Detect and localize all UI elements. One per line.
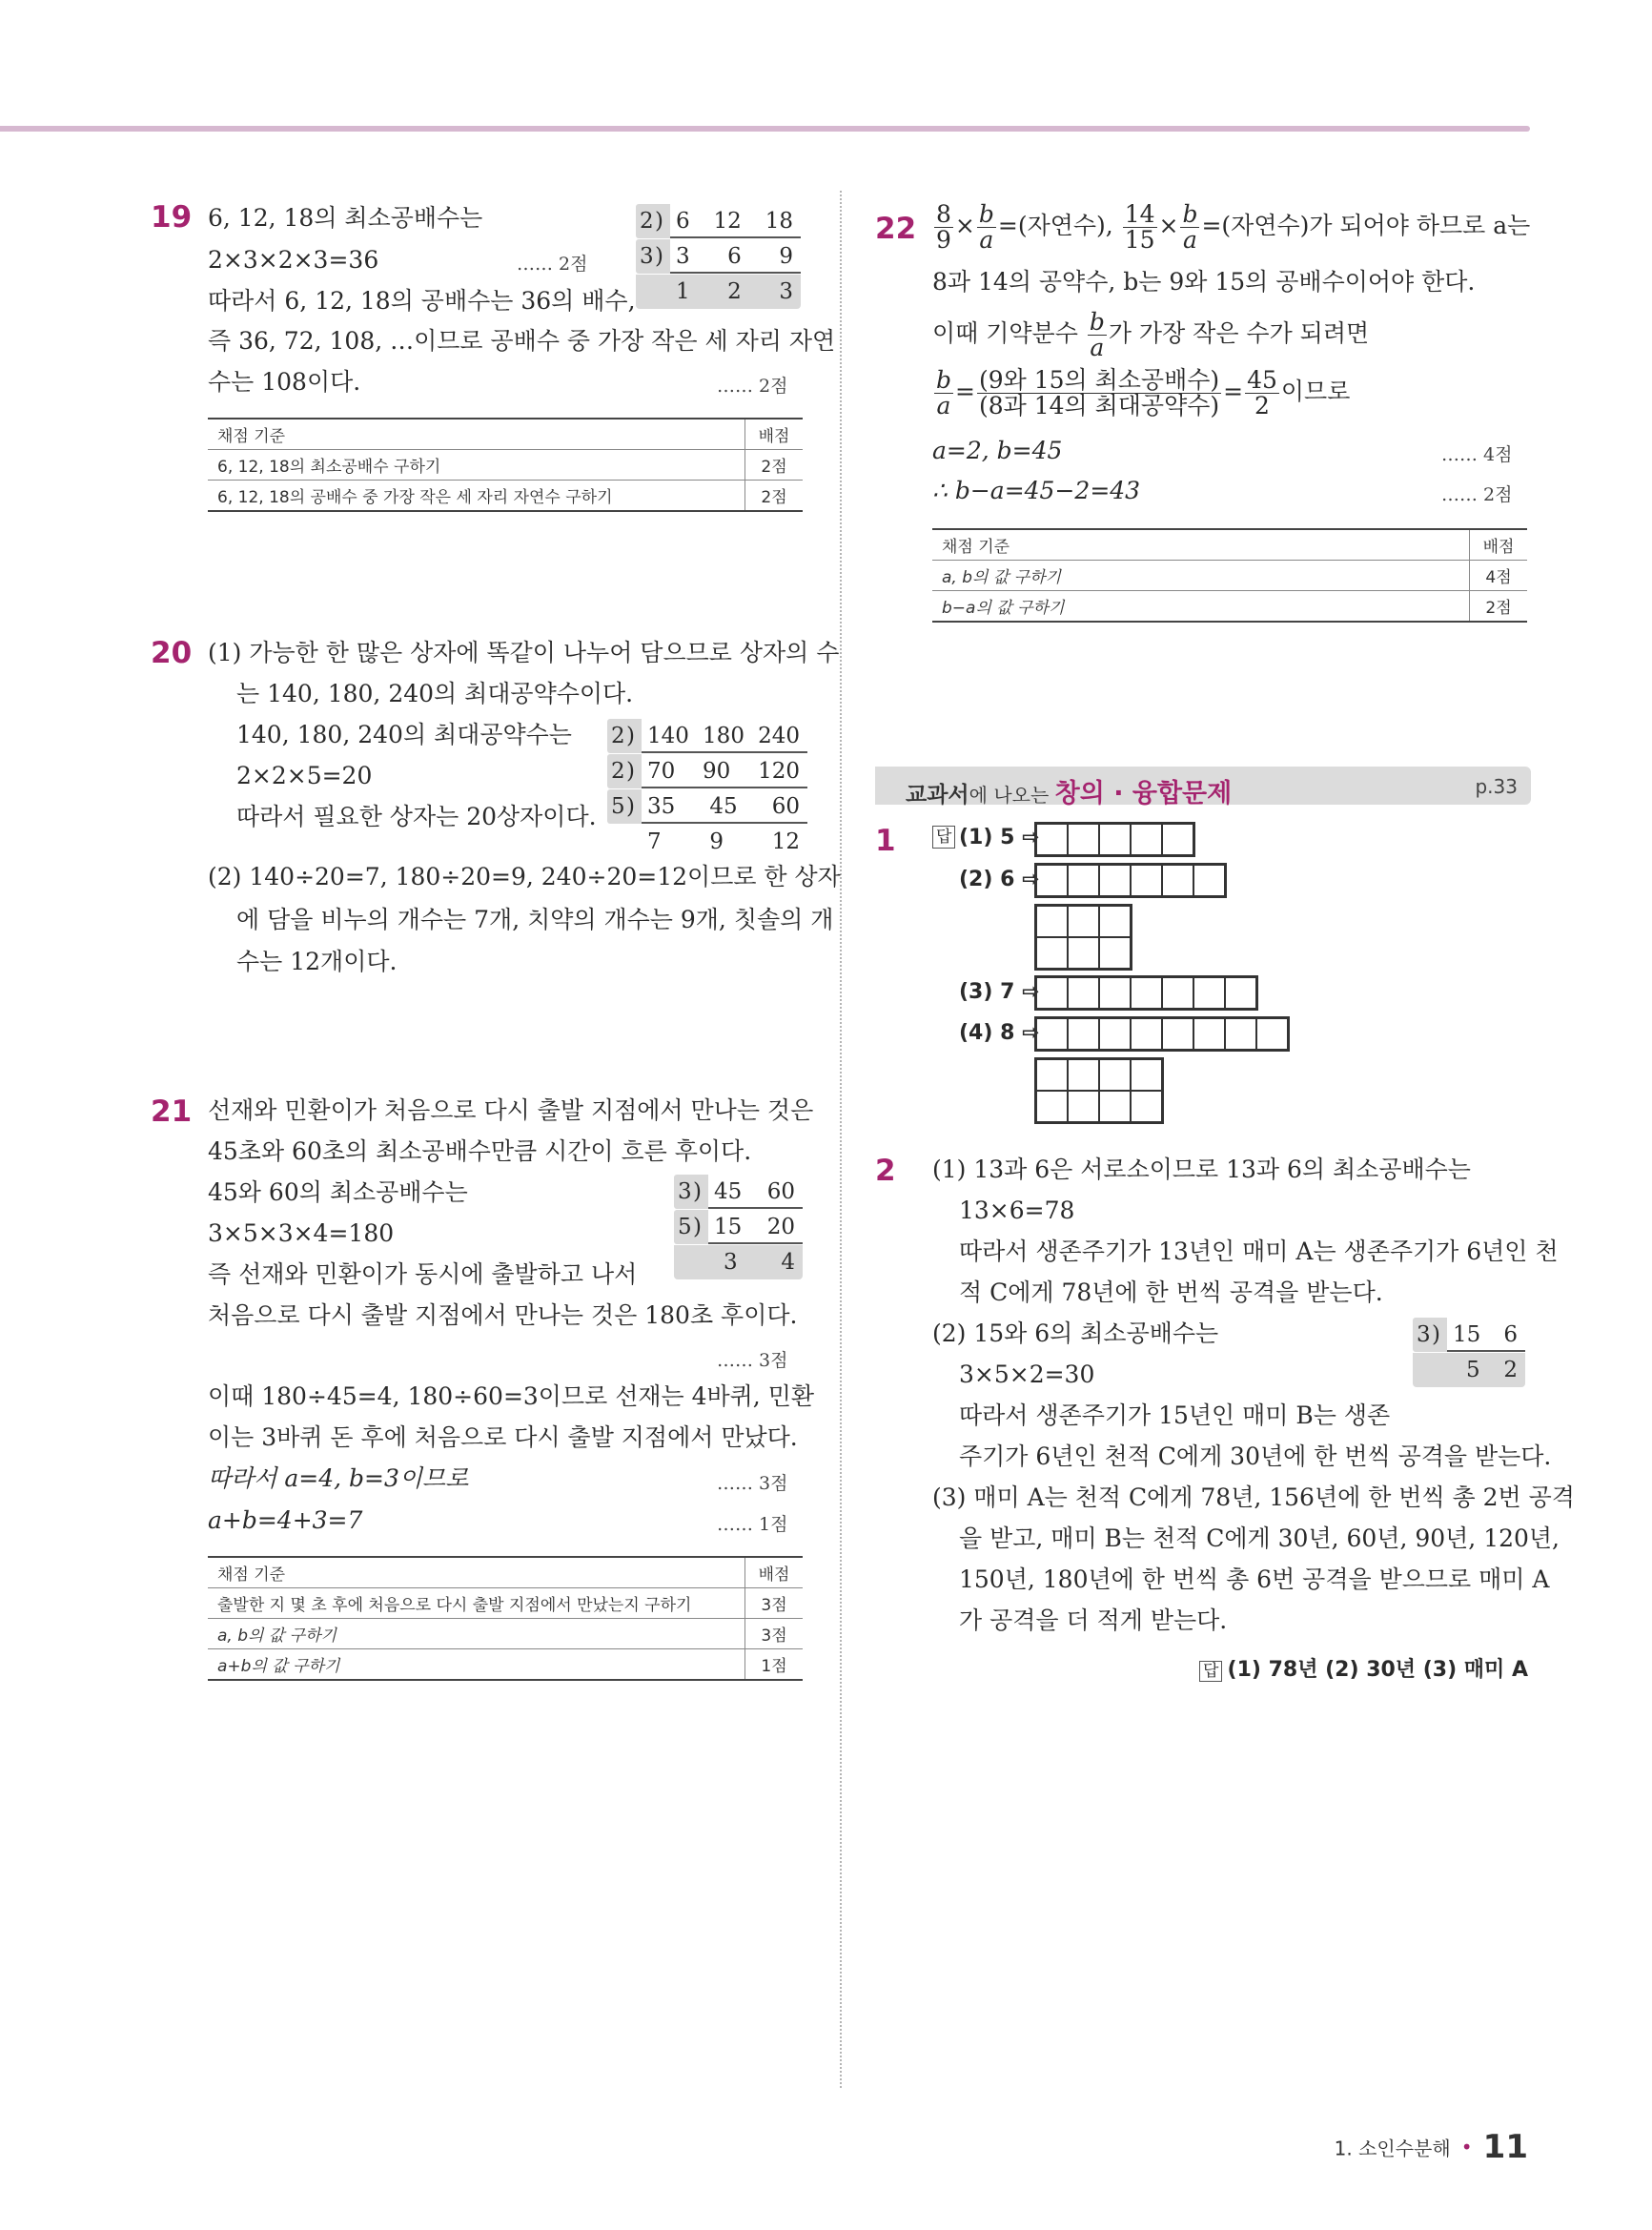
grid-cell xyxy=(1068,824,1099,855)
c2-p3-line4: 가 공격을 더 적게 받는다. xyxy=(959,1606,1228,1634)
section-prefix: 교과서 xyxy=(906,783,969,808)
q22-line4-post: 이므로 xyxy=(1280,378,1351,405)
rubric-criterion: a, b의 값 구하기 xyxy=(208,1619,745,1649)
c2-p1-line3: 따라서 생존주기가 13년인 매미 A는 생존주기가 6년인 천 xyxy=(959,1238,1559,1265)
c1-item3-label: (3) 7 ⇨ xyxy=(959,980,1040,1004)
grid-cell xyxy=(1068,1018,1099,1050)
column-divider xyxy=(840,191,842,2088)
ladder-value: 60 xyxy=(766,1179,795,1204)
grid-cell xyxy=(1256,1018,1288,1050)
section-highlight: 창의 · 융합문제 xyxy=(1054,779,1233,808)
grid-cell xyxy=(1036,865,1068,896)
grid-cell xyxy=(1036,1018,1068,1050)
q20-p1-line1: (1) 가능한 한 많은 상자에 똑같이 나누어 담으므로 상자의 수 xyxy=(208,639,840,666)
ladder-value: 9 xyxy=(779,244,793,269)
ladder-row: 2 ) 70 90 120 xyxy=(607,754,807,788)
grid-cell xyxy=(1099,977,1131,1009)
ladder-value: 140 xyxy=(647,724,689,748)
q21-line2: 45초와 60초의 최소공배수만큼 시간이 흐른 후이다. xyxy=(208,1137,752,1165)
q19-rubric-table xyxy=(208,418,803,512)
denominator: a xyxy=(1090,334,1105,361)
q22-line2: 8과 14의 공약수, b는 9와 15의 공배수이어야 한다. xyxy=(932,268,1476,296)
grid-cell xyxy=(1036,937,1068,969)
grid-cell xyxy=(1099,1059,1131,1091)
equals-natural: =(자연수), xyxy=(997,212,1113,239)
ladder-divisor: 2 xyxy=(611,724,625,748)
rubric-points: 2점 xyxy=(745,450,804,481)
grid-cell xyxy=(1099,1018,1131,1050)
c1-rect-1x5 xyxy=(1034,822,1195,857)
grid-cell xyxy=(1068,937,1099,969)
ladder-row xyxy=(1413,1353,1525,1387)
ladder-value: 15 xyxy=(1453,1322,1481,1347)
grid-cell xyxy=(1068,1091,1099,1122)
ladder-value: 2 xyxy=(1503,1358,1518,1382)
q20-p1-line3: 140, 180, 240의 최대공약수는 xyxy=(236,721,572,748)
ladder-divisor: 3 xyxy=(678,1179,692,1204)
footer-bullet: • xyxy=(1460,2136,1473,2158)
rubric-header: 배점 xyxy=(745,419,804,450)
grid-cell xyxy=(1068,977,1099,1009)
q21-division-ladder xyxy=(674,1175,803,1279)
ladder-row xyxy=(607,825,807,859)
rubric-points: 3점 xyxy=(745,1588,804,1619)
grid-cell xyxy=(1162,865,1193,896)
q21-score3: …… 1점 xyxy=(717,1514,788,1535)
ladder-value: 180 xyxy=(703,724,744,748)
problem-number-21: 21 xyxy=(151,1095,193,1129)
grid-cell xyxy=(1225,1018,1256,1050)
grid-cell xyxy=(1131,1018,1162,1050)
q22-line1 xyxy=(932,202,1530,253)
q21-line1: 선재와 민환이가 처음으로 다시 출발 지점에서 만나는 것은 xyxy=(208,1096,814,1124)
ladder-divisor: 5 xyxy=(678,1215,692,1239)
rubric-criterion: 출발한 지 몇 초 후에 처음으로 다시 출발 지점에서 만났는지 구하기 xyxy=(208,1588,745,1619)
c2-p3-line1: (3) 매미 A는 천적 C에게 78년, 156년에 한 번씩 총 2번 공격 xyxy=(932,1483,1575,1511)
q21-line9: 따라서 a=4, b=3이므로 xyxy=(208,1464,469,1492)
grid-cell xyxy=(1068,1059,1099,1091)
ladder-value: 240 xyxy=(758,724,800,748)
ladder-value: 60 xyxy=(771,794,800,819)
problem-number-20: 20 xyxy=(151,636,193,670)
grid-cell xyxy=(1099,906,1131,937)
ladder-value: 12 xyxy=(713,209,742,234)
rubric-points: 4점 xyxy=(1470,561,1528,591)
fraction-b-a xyxy=(1180,202,1199,253)
ladder-divisor: 3 xyxy=(640,244,654,269)
q19-score2: …… 2점 xyxy=(717,376,788,397)
rubric-criterion: a+b의 값 구하기 xyxy=(208,1649,745,1681)
creative-problem-number-1: 1 xyxy=(875,824,896,858)
ladder-value: 2 xyxy=(727,279,742,304)
times-sign: × xyxy=(954,212,975,239)
q19-line4: 즉 36, 72, 108, …이므로 공배수 중 가장 작은 세 자리 자연 xyxy=(208,327,836,355)
ladder-row xyxy=(674,1245,803,1279)
grid-cell xyxy=(1068,865,1099,896)
rubric-header: 채점 기준 xyxy=(932,529,1470,561)
numerator: 45 xyxy=(1247,366,1277,394)
q22-line3-post: 가 가장 작은 수가 되려면 xyxy=(1108,319,1370,347)
ladder-row: 3 ) 45 60 xyxy=(674,1175,803,1209)
rubric-points: 3점 xyxy=(745,1619,804,1649)
section-page-ref: p.33 xyxy=(1475,775,1518,798)
grid-cell xyxy=(1068,906,1099,937)
rubric-criterion: a, b의 값 구하기 xyxy=(932,561,1470,591)
grid-cell xyxy=(1193,865,1225,896)
top-decorative-bar xyxy=(0,126,1530,132)
numerator: 14 xyxy=(1124,200,1155,228)
c2-p1-line2: 13×6=78 xyxy=(959,1197,1075,1224)
grid-cell xyxy=(1193,1018,1225,1050)
fraction-b-a xyxy=(977,202,996,253)
ladder-value: 12 xyxy=(771,829,800,854)
c2-answer xyxy=(1199,1653,1528,1683)
fraction-8-9 xyxy=(934,202,953,253)
c2-p1-line4: 적 C에게 78년에 한 번씩 공격을 받는다. xyxy=(959,1279,1383,1306)
grid-cell xyxy=(1036,1059,1068,1091)
q20-division-ladder xyxy=(607,719,807,860)
ladder-divisor: 2 xyxy=(611,759,625,784)
q19-score1: …… 2점 xyxy=(517,254,588,275)
problem-number-22: 22 xyxy=(875,212,917,246)
numerator: b xyxy=(1089,308,1105,336)
q20-p2-line3: 수는 12개이다. xyxy=(236,948,398,975)
fraction-b-a xyxy=(1088,310,1107,360)
q19-line2: 2×3×2×3=36 xyxy=(208,246,379,274)
ladder-value: 20 xyxy=(766,1215,795,1239)
q22-rubric-table xyxy=(932,528,1527,623)
rubric-header: 채점 기준 xyxy=(208,1557,745,1588)
ladder-value: 18 xyxy=(765,209,793,234)
c2-p3-line2: 을 받고, 매미 B는 천적 C에게 30년, 60년, 90년, 120년, xyxy=(959,1524,1560,1552)
numerator: b xyxy=(936,366,952,394)
c2-p2-line4: 주기가 6년인 천적 C에게 30년에 한 번씩 공격을 받는다. xyxy=(959,1442,1552,1470)
equals-sign: = xyxy=(955,378,975,405)
numerator: b xyxy=(1182,200,1198,228)
grid-cell xyxy=(1131,1091,1162,1122)
q21-line3: 45와 60의 최소공배수는 xyxy=(208,1178,468,1206)
ladder-value: 15 xyxy=(714,1215,743,1239)
numerator: b xyxy=(978,200,994,228)
ladder-divisor: 3 xyxy=(1417,1322,1431,1347)
q21-line4: 3×5×3×4=180 xyxy=(208,1219,395,1247)
denominator: 15 xyxy=(1124,226,1155,254)
grid-cell xyxy=(1099,937,1131,969)
c2-p3-line3: 150년, 180년에 한 번씩 총 6번 공격을 받으므로 매미 A xyxy=(959,1565,1550,1593)
ladder-value: 6 xyxy=(727,244,742,269)
q22-score2: …… 2점 xyxy=(1441,484,1513,505)
ladder-value: 45 xyxy=(709,794,738,819)
ladder-row: 5 ) 35 45 60 xyxy=(607,789,807,824)
grid-cell xyxy=(1131,1059,1162,1091)
section-middle: 에 나오는 xyxy=(969,784,1055,807)
rubric-criterion: 6, 12, 18의 공배수 중 가장 작은 세 자리 자연수 구하기 xyxy=(208,481,745,512)
ladder-value: 45 xyxy=(714,1179,743,1204)
q19-line3: 따라서 6, 12, 18의 공배수는 36의 배수, xyxy=(208,287,636,315)
q22-line3 xyxy=(932,310,1369,360)
ladder-value: 120 xyxy=(758,759,800,784)
c2-p1-line1: (1) 13과 6은 서로소이므로 13과 6의 최소공배수는 xyxy=(932,1156,1471,1183)
grid-cell xyxy=(1036,824,1068,855)
q21-score1: …… 3점 xyxy=(717,1350,788,1371)
ladder-row: 3 ) 3 6 9 xyxy=(636,239,801,274)
ladder-divisor: 2 xyxy=(640,209,654,234)
rubric-criterion: 6, 12, 18의 최소공배수 구하기 xyxy=(208,450,745,481)
q21-score2: …… 3점 xyxy=(717,1473,788,1494)
grid-cell xyxy=(1036,906,1068,937)
denominator: 2 xyxy=(1254,392,1270,419)
ladder-value: 90 xyxy=(703,759,731,784)
section-banner xyxy=(875,767,1531,808)
c1-item2-label: (2) 6 ⇨ xyxy=(959,868,1040,891)
c1-rect-1x7 xyxy=(1034,975,1258,1011)
grid-cell xyxy=(1099,824,1131,855)
grid-cell xyxy=(1099,1091,1131,1122)
grid-cell xyxy=(1162,824,1193,855)
q19-line1: 6, 12, 18의 최소공배수는 xyxy=(208,204,483,232)
ladder-value: 6 xyxy=(676,209,690,234)
fraction-lcm-gcd xyxy=(977,368,1221,419)
fraction-45-2 xyxy=(1245,368,1279,419)
denominator: (8과 14의 최대공약수) xyxy=(978,392,1220,419)
grid-cell xyxy=(1162,1018,1193,1050)
q22-score1: …… 4점 xyxy=(1441,444,1513,465)
c2-division-ladder xyxy=(1413,1318,1525,1387)
q22-line1-tail: =(자연수)가 되어야 하므로 a는 xyxy=(1201,212,1531,239)
c1-rect-1x8 xyxy=(1034,1016,1290,1052)
q21-line6: 처음으로 다시 출발 지점에서 만나는 것은 180초 후이다. xyxy=(208,1301,798,1329)
rubric-header: 배점 xyxy=(1470,529,1528,561)
c1-rect-1x6 xyxy=(1034,863,1227,898)
numerator: (9와 15의 최소공배수) xyxy=(978,366,1220,394)
rubric-points: 2점 xyxy=(1470,591,1528,623)
grid-cell xyxy=(1036,977,1068,1009)
ladder-value: 3 xyxy=(779,279,793,304)
ladder-divisor: 5 xyxy=(611,794,625,819)
rubric-header: 배점 xyxy=(745,1557,804,1588)
grid-cell xyxy=(1131,977,1162,1009)
c1-rect-2x4 xyxy=(1034,1057,1164,1124)
rubric-points: 1점 xyxy=(745,1649,804,1681)
fraction-14-15 xyxy=(1123,202,1157,253)
page-footer xyxy=(1335,2128,1528,2166)
c1-rect-2x3 xyxy=(1034,904,1132,971)
answer-mark-icon: 답 xyxy=(932,826,955,849)
q20-p1-line5: 따라서 필요한 상자는 20상자이다. xyxy=(236,803,597,830)
ladder-value: 3 xyxy=(724,1250,738,1275)
grid-cell xyxy=(1131,824,1162,855)
ladder-value: 70 xyxy=(647,759,676,784)
grid-cell xyxy=(1225,977,1256,1009)
rubric-points: 2점 xyxy=(745,481,804,512)
ladder-value: 1 xyxy=(676,279,690,304)
c1-item4-label: (4) 8 ⇨ xyxy=(959,1021,1040,1045)
grid-cell xyxy=(1036,1091,1068,1122)
fraction-b-a xyxy=(934,368,953,419)
ladder-value: 9 xyxy=(709,829,724,854)
c1-item1-label: (1) 5 ⇨ xyxy=(959,826,1040,849)
ladder-value: 5 xyxy=(1466,1358,1480,1382)
q20-p2-line1: (2) 140÷20=7, 180÷20=9, 240÷20=12이므로 한 상자 xyxy=(208,863,841,890)
ladder-value: 6 xyxy=(1503,1322,1518,1347)
denominator: a xyxy=(1183,226,1197,254)
page-number: 11 xyxy=(1482,2128,1528,2166)
ladder-row: 2 ) 6 12 18 xyxy=(636,204,801,238)
q21-rubric-table xyxy=(208,1556,803,1681)
c2-p2-line3: 따라서 생존주기가 15년인 매미 B는 생존 xyxy=(959,1401,1391,1429)
q20-p2-line2: 에 담을 비누의 개수는 7개, 치약의 개수는 9개, 칫솔의 개 xyxy=(236,906,834,933)
ladder-row xyxy=(636,275,801,309)
q22-line6: ∴ b−a=45−2=43 xyxy=(932,477,1141,504)
q21-line7: 이때 180÷45=4, 180÷60=3이므로 선재는 4바퀴, 민환 xyxy=(208,1382,814,1410)
q19-division-ladder xyxy=(636,204,801,309)
c2-p2-line1: (2) 15와 6의 최소공배수는 xyxy=(932,1320,1219,1347)
chapter-label: 1. 소인수분해 xyxy=(1334,2137,1451,2160)
ladder-row: 5 ) 15 20 xyxy=(674,1210,803,1244)
q22-line4 xyxy=(932,368,1350,419)
ladder-value: 4 xyxy=(781,1250,795,1275)
q22-line3-pre: 이때 기약분수 xyxy=(932,319,1078,347)
q21-line10: a+b=4+3=7 xyxy=(208,1506,363,1534)
denominator: 9 xyxy=(936,226,951,254)
equals-sign: = xyxy=(1223,378,1244,405)
grid-cell xyxy=(1193,977,1225,1009)
ladder-row: 3 ) 15 6 xyxy=(1413,1318,1525,1352)
q20-p1-line4: 2×2×5=20 xyxy=(236,762,373,789)
rubric-header: 채점 기준 xyxy=(208,419,745,450)
q22-line5: a=2, b=45 xyxy=(932,437,1063,464)
ladder-value: 7 xyxy=(647,829,662,854)
q20-p1-line2: 는 140, 180, 240의 최대공약수이다. xyxy=(236,680,634,707)
grid-cell xyxy=(1099,865,1131,896)
grid-cell xyxy=(1162,977,1193,1009)
c2-answer-text: (1) 78년 (2) 30년 (3) 매미 A xyxy=(1227,1658,1528,1682)
denominator: a xyxy=(936,392,951,419)
ladder-value: 35 xyxy=(647,794,676,819)
problem-number-19: 19 xyxy=(151,200,193,235)
answer-mark-icon: 답 xyxy=(1199,1661,1222,1682)
times-sign: × xyxy=(1158,212,1179,239)
ladder-value: 3 xyxy=(676,244,690,269)
grid-cell xyxy=(1131,865,1162,896)
rubric-criterion: b−a의 값 구하기 xyxy=(932,591,1470,623)
denominator: a xyxy=(979,226,994,254)
numerator: 8 xyxy=(936,200,951,228)
q19-line5: 수는 108이다. xyxy=(208,368,361,396)
section-title xyxy=(906,772,1232,809)
q21-line8: 이는 3바퀴 돈 후에 처음으로 다시 출발 지점에서 만났다. xyxy=(208,1423,798,1451)
ladder-row: 2 ) 140 180 240 xyxy=(607,719,807,753)
q21-line5: 즉 선재와 민환이가 동시에 출발하고 나서 xyxy=(208,1260,638,1288)
c2-p2-line2: 3×5×2=30 xyxy=(959,1361,1095,1388)
creative-problem-number-2: 2 xyxy=(875,1154,896,1188)
